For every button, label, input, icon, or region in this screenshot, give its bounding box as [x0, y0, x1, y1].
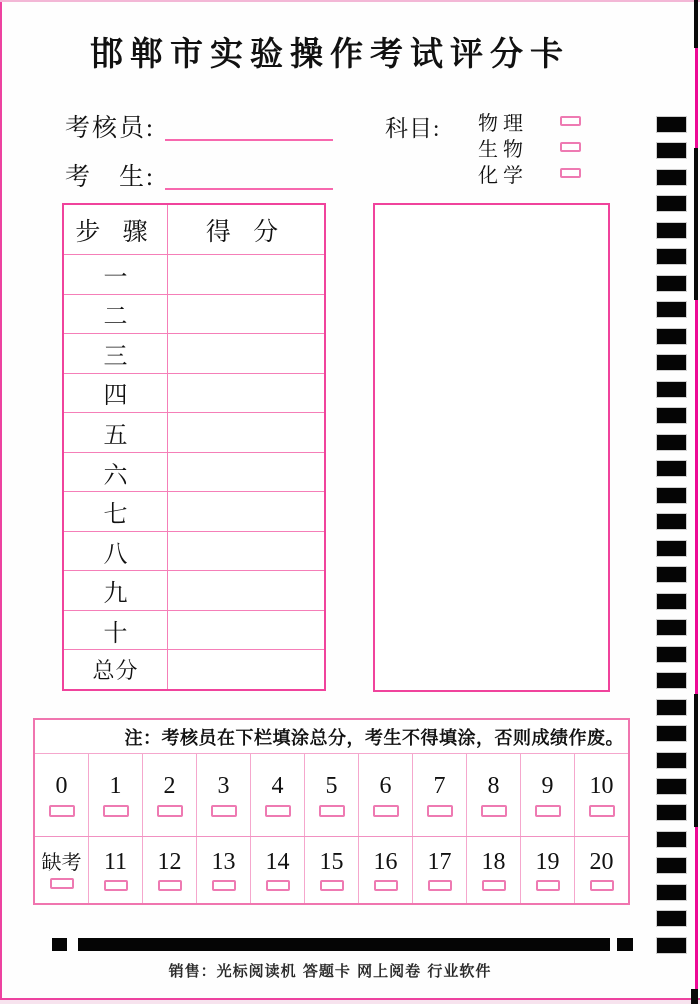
table-row	[64, 295, 324, 335]
score-bubble-absent[interactable]	[50, 878, 74, 889]
subject-bubble-chemistry[interactable]	[560, 168, 581, 178]
score-value: 4	[271, 772, 284, 799]
score-cell-14	[250, 837, 304, 903]
step-label: 七	[64, 492, 168, 531]
timing-mark	[657, 620, 686, 635]
timing-mark	[657, 514, 686, 529]
timing-mark	[657, 196, 686, 211]
registration-dash	[617, 938, 633, 951]
score-input-cell[interactable]	[168, 571, 324, 610]
table-row	[64, 532, 324, 572]
score-cell-17	[412, 837, 466, 903]
score-bubble-14[interactable]	[266, 880, 290, 891]
page-edge-left	[0, 0, 2, 1004]
score-value: 9	[541, 772, 554, 799]
timing-mark	[657, 567, 686, 582]
right-edge-black-segment	[694, 148, 698, 300]
remarks-box[interactable]	[373, 203, 610, 692]
timing-marks-column	[657, 117, 686, 957]
score-bubble-5[interactable]	[319, 805, 345, 817]
score-bubble-1[interactable]	[103, 805, 129, 817]
absent-label: 缺考	[41, 851, 82, 874]
examiner-label: 考核员:	[65, 115, 155, 142]
score-bubble-9[interactable]	[535, 805, 561, 817]
score-value: 13	[211, 849, 236, 876]
score-bubble-20[interactable]	[590, 880, 614, 891]
score-value: 18	[481, 849, 506, 876]
page-bottom-tint	[0, 1000, 700, 1004]
total-score-input-cell[interactable]	[168, 650, 324, 689]
subject-option-biology	[478, 134, 628, 160]
subject-name: 物 理	[478, 112, 523, 135]
timing-mark	[657, 117, 686, 132]
timing-mark	[657, 329, 686, 344]
score-input-cell[interactable]	[168, 255, 324, 294]
score-cell-19	[520, 837, 574, 903]
subject-option-chemistry	[478, 160, 628, 186]
timing-mark	[657, 408, 686, 423]
step-label: 五	[64, 413, 168, 452]
score-cell-absent	[35, 837, 88, 903]
subject-option-physics	[478, 108, 628, 134]
score-cell-2	[142, 754, 196, 836]
score-cell-3	[196, 754, 250, 836]
table-header-row	[64, 205, 324, 255]
score-bubble-4[interactable]	[265, 805, 291, 817]
timing-mark	[657, 541, 686, 556]
timing-mark	[657, 435, 686, 450]
score-bubble-3[interactable]	[211, 805, 237, 817]
timing-mark	[657, 223, 686, 238]
score-bubble-15[interactable]	[320, 880, 344, 891]
timing-mark	[657, 673, 686, 688]
score-input-cell[interactable]	[168, 295, 324, 334]
right-edge-black-segment	[691, 989, 698, 1004]
score-cell-16	[358, 837, 412, 903]
score-value: 3	[217, 772, 230, 799]
score-input-cell[interactable]	[168, 413, 324, 452]
score-input-cell[interactable]	[168, 492, 324, 531]
score-value: 17	[427, 849, 452, 876]
subject-name: 化 学	[478, 164, 523, 187]
score-value: 10	[589, 772, 614, 799]
score-input-cell[interactable]	[168, 334, 324, 373]
examiner-name-field[interactable]	[165, 139, 333, 141]
step-label: 六	[64, 453, 168, 492]
table-row	[64, 611, 324, 651]
timing-mark	[657, 382, 686, 397]
step-label: 二	[64, 295, 168, 334]
score-cell-7	[412, 754, 466, 836]
timing-mark	[657, 700, 686, 715]
score-value: 2	[163, 772, 176, 799]
score-input-cell[interactable]	[168, 532, 324, 571]
timing-mark	[657, 911, 686, 926]
registration-square	[52, 938, 67, 951]
score-cell-6	[358, 754, 412, 836]
subject-name: 生 物	[478, 138, 523, 161]
score-bubble-2[interactable]	[157, 805, 183, 817]
score-bubble-7[interactable]	[427, 805, 453, 817]
score-value: 1	[109, 772, 122, 799]
timing-mark	[657, 488, 686, 503]
score-input-cell[interactable]	[168, 374, 324, 413]
timing-mark	[657, 276, 686, 291]
score-value: 20	[589, 849, 614, 876]
timing-mark	[657, 302, 686, 317]
registration-bar	[78, 938, 610, 951]
score-value: 19	[535, 849, 560, 876]
timing-mark	[657, 832, 686, 847]
total-score-grid	[33, 718, 630, 905]
score-cell-11	[88, 837, 142, 903]
right-edge-black-segment	[694, 0, 698, 48]
score-cell-4	[250, 754, 304, 836]
step-column-header: 步 骤	[64, 205, 168, 254]
step-label: 十	[64, 611, 168, 650]
table-row	[64, 571, 324, 611]
timing-mark	[657, 885, 686, 900]
timing-mark	[657, 355, 686, 370]
score-bubble-11[interactable]	[104, 880, 128, 891]
vendor-footer: 销售：光标阅读机 答题卡 网上阅卷 行业软件	[168, 962, 492, 980]
score-bubble-16[interactable]	[374, 880, 398, 891]
right-edge-black-segment	[694, 694, 698, 827]
score-cell-15	[304, 837, 358, 903]
table-row	[64, 413, 324, 453]
score-value: 8	[487, 772, 500, 799]
score-cell-8	[466, 754, 520, 836]
timing-mark	[657, 461, 686, 476]
examinee-label: 考 生:	[65, 164, 155, 191]
score-cell-1	[88, 754, 142, 836]
timing-mark	[657, 143, 686, 158]
score-value: 11	[103, 849, 128, 876]
timing-mark	[657, 726, 686, 741]
score-row-11-20	[35, 837, 628, 903]
score-value: 14	[265, 849, 290, 876]
score-value: 5	[325, 772, 338, 799]
subject-options	[478, 108, 628, 186]
timing-mark	[657, 647, 686, 662]
subject-label: 科目:	[385, 116, 441, 141]
score-bubble-18[interactable]	[482, 880, 506, 891]
score-cell-0	[35, 754, 88, 836]
step-label: 一	[64, 255, 168, 294]
score-input-cell[interactable]	[168, 453, 324, 492]
score-bubble-0[interactable]	[49, 805, 75, 817]
score-row-0-10	[35, 754, 628, 837]
score-cell-5	[304, 754, 358, 836]
subject-bubble-biology[interactable]	[560, 142, 581, 152]
score-bubble-12[interactable]	[158, 880, 182, 891]
step-label: 三	[64, 334, 168, 373]
table-row-total	[64, 650, 324, 689]
table-row	[64, 374, 324, 414]
score-value: 15	[319, 849, 344, 876]
table-row	[64, 255, 324, 295]
score-cell-9	[520, 754, 574, 836]
page-edge-top	[0, 0, 700, 2]
step-label: 四	[64, 374, 168, 413]
page-title: 邯郸市实验操作考试评分卡	[90, 37, 570, 73]
step-score-table	[62, 203, 326, 691]
score-value: 0	[55, 772, 68, 799]
examinee-name-field[interactable]	[165, 188, 333, 190]
timing-mark	[657, 779, 686, 794]
score-cell-13	[196, 837, 250, 903]
score-value: 12	[157, 849, 182, 876]
score-value: 7	[433, 772, 446, 799]
score-cell-10	[574, 754, 628, 836]
step-label: 九	[64, 571, 168, 610]
score-value: 6	[379, 772, 392, 799]
score-value: 16	[373, 849, 398, 876]
score-bubble-6[interactable]	[373, 805, 399, 817]
timing-mark	[657, 805, 686, 820]
timing-mark	[657, 938, 686, 953]
table-row	[64, 334, 324, 374]
score-input-cell[interactable]	[168, 611, 324, 650]
score-column-header: 得 分	[205, 218, 287, 246]
table-row	[64, 492, 324, 532]
total-score-label: 总分	[64, 650, 168, 689]
step-label: 八	[64, 532, 168, 571]
score-bubble-17[interactable]	[428, 880, 452, 891]
timing-mark	[657, 249, 686, 264]
score-bubble-10[interactable]	[589, 805, 615, 817]
timing-mark	[657, 858, 686, 873]
score-bubble-8[interactable]	[481, 805, 507, 817]
timing-mark	[657, 170, 686, 185]
score-cell-12	[142, 837, 196, 903]
score-bubble-13[interactable]	[212, 880, 236, 891]
score-bubble-19[interactable]	[536, 880, 560, 891]
subject-bubble-physics[interactable]	[560, 116, 581, 126]
timing-mark	[657, 753, 686, 768]
score-cell-18	[466, 837, 520, 903]
score-cell-20	[574, 837, 628, 903]
timing-mark	[657, 594, 686, 609]
table-row	[64, 453, 324, 493]
grid-note: 注：考核员在下栏填涂总分，考生不得填涂，否则成绩作废。	[35, 720, 628, 754]
